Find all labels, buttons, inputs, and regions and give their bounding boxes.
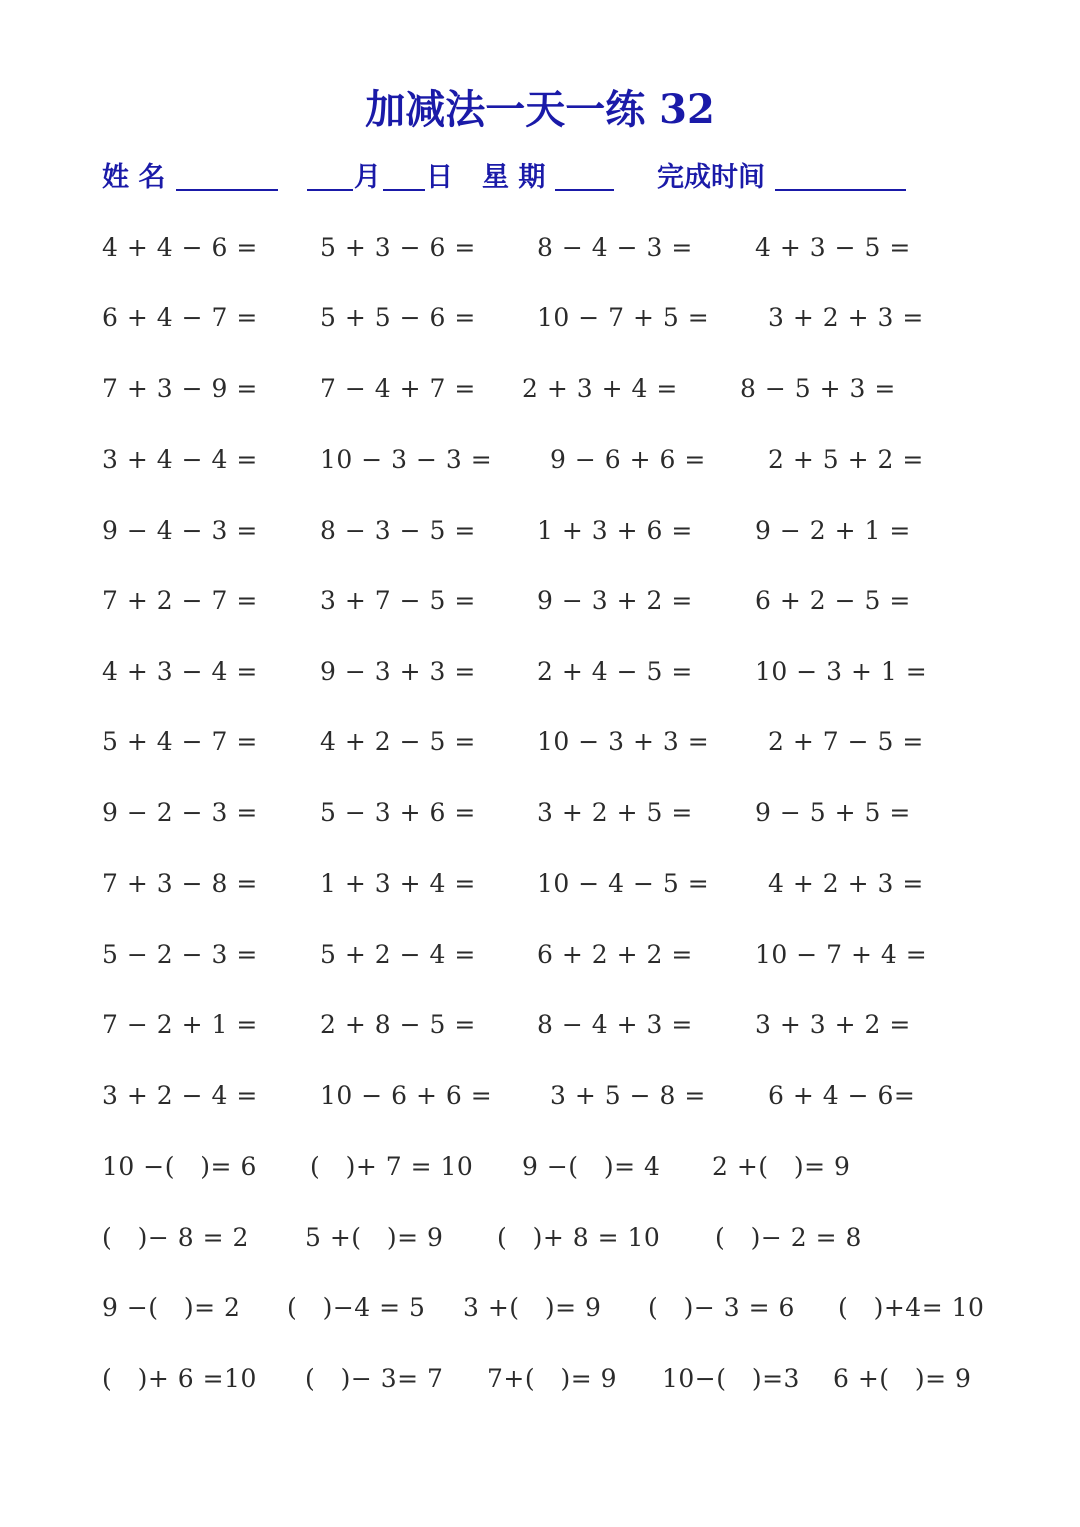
problem-item: 3 + 5 − 8 = [550,1081,706,1110]
problem-item: 6 + 2 − 5 = [755,586,911,615]
problem-item: 10 − 3 + 3 = [537,727,710,756]
problem-item: ( )+ 7 = 10 [310,1152,474,1181]
problem-item: 5 + 2 − 4 = [320,940,476,969]
problem-item: ( )+ 8 = 10 [497,1223,661,1252]
problem-item: 5 +( )= 9 [305,1223,444,1252]
problem-item: 6 +( )= 9 [833,1364,972,1393]
problem-item: 7 + 3 − 9 = [102,374,258,403]
problem-item: 5 − 3 + 6 = [320,798,476,827]
problem-item: ( )+ 6 =10 [102,1364,257,1393]
month-label: 月 [354,162,381,193]
problem-item: ( )− 3= 7 [305,1364,444,1393]
problem-item: 3 + 7 − 5 = [320,586,476,615]
problem-item: 7 + 2 − 7 = [102,586,258,615]
problem-item: 9 −( )= 2 [102,1293,241,1322]
problem-item: 5 + 3 − 6 = [320,233,476,262]
problem-item: 3 + 2 − 4 = [102,1081,258,1110]
problem-item: 3 + 4 − 4 = [102,445,258,474]
problem-item: ( )− 8 = 2 [102,1223,249,1252]
problem-item: 3 + 2 + 3 = [768,303,924,332]
problem-item: 10 − 3 − 3 = [320,445,493,474]
problem-item: 9 − 3 + 3 = [320,657,476,686]
time-label: 完成时间 [657,162,765,193]
problem-item: 2 + 3 + 4 = [522,374,678,403]
problem-item: 10 − 3 + 1 = [755,657,928,686]
problem-item: 4 + 2 − 5 = [320,727,476,756]
problem-item: 6 + 4 − 7 = [102,303,258,332]
problem-item: 7+( )= 9 [487,1364,617,1393]
worksheet-title: 加减法一天一练 32 [365,86,715,133]
problem-item: 9 − 2 − 3 = [102,798,258,827]
problem-item: 5 + 4 − 7 = [102,727,258,756]
problem-item: ( )−4 = 5 [287,1293,426,1322]
problem-item: 9 − 3 + 2 = [537,586,693,615]
problem-item: 10 − 4 − 5 = [537,869,710,898]
problem-item: 5 + 5 − 6 = [320,303,476,332]
problem-item: 9 −( )= 4 [522,1152,661,1181]
problem-item: ( )− 3 = 6 [648,1293,795,1322]
problem-item: 2 + 8 − 5 = [320,1010,476,1039]
problem-item: 7 − 2 + 1 = [102,1010,258,1039]
problem-item: 6 + 2 + 2 = [537,940,693,969]
problem-item: 9 − 2 + 1 = [755,516,911,545]
problem-item: 10 − 7 + 5 = [537,303,710,332]
problem-item: 8 − 4 + 3 = [537,1010,693,1039]
problem-item: 4 + 3 − 4 = [102,657,258,686]
problem-item: 1 + 3 + 6 = [537,516,693,545]
name-label: 姓 名 [102,162,166,193]
problem-item: 10−( )=3 [662,1364,800,1393]
problem-item: 2 + 5 + 2 = [768,445,924,474]
problem-item: 2 + 4 − 5 = [537,657,693,686]
problem-item: 4 + 2 + 3 = [768,869,924,898]
day-label: 日 [426,162,453,193]
problem-item: 8 − 4 − 3 = [537,233,693,262]
problem-item: 5 − 2 − 3 = [102,940,258,969]
problem-item: 2 +( )= 9 [712,1152,851,1181]
problem-item: 1 + 3 + 4 = [320,869,476,898]
problem-item: 3 + 2 + 5 = [537,798,693,827]
problem-item: 9 − 4 − 3 = [102,516,258,545]
problem-item: 3 + 3 + 2 = [755,1010,911,1039]
problem-item: 4 + 3 − 5 = [755,233,911,262]
problem-item: 2 + 7 − 5 = [768,727,924,756]
problem-item: 8 − 3 − 5 = [320,516,476,545]
problem-item: ( )+4= 10 [838,1293,985,1322]
problem-item: 9 − 6 + 6 = [550,445,706,474]
weekday-label: 星 期 [482,162,546,193]
problem-item: 10 − 6 + 6 = [320,1081,493,1110]
problem-item: 7 − 4 + 7 = [320,374,476,403]
problem-item: ( )− 2 = 8 [715,1223,862,1252]
problem-item: 6 + 4 − 6= [768,1081,916,1110]
problem-item: 10 − 7 + 4 = [755,940,928,969]
problem-item: 8 − 5 + 3 = [740,374,896,403]
problem-item: 4 + 4 − 6 = [102,233,258,262]
problem-item: 7 + 3 − 8 = [102,869,258,898]
problem-item: 10 −( )= 6 [102,1152,257,1181]
problem-item: 3 +( )= 9 [463,1293,602,1322]
problem-item: 9 − 5 + 5 = [755,798,911,827]
